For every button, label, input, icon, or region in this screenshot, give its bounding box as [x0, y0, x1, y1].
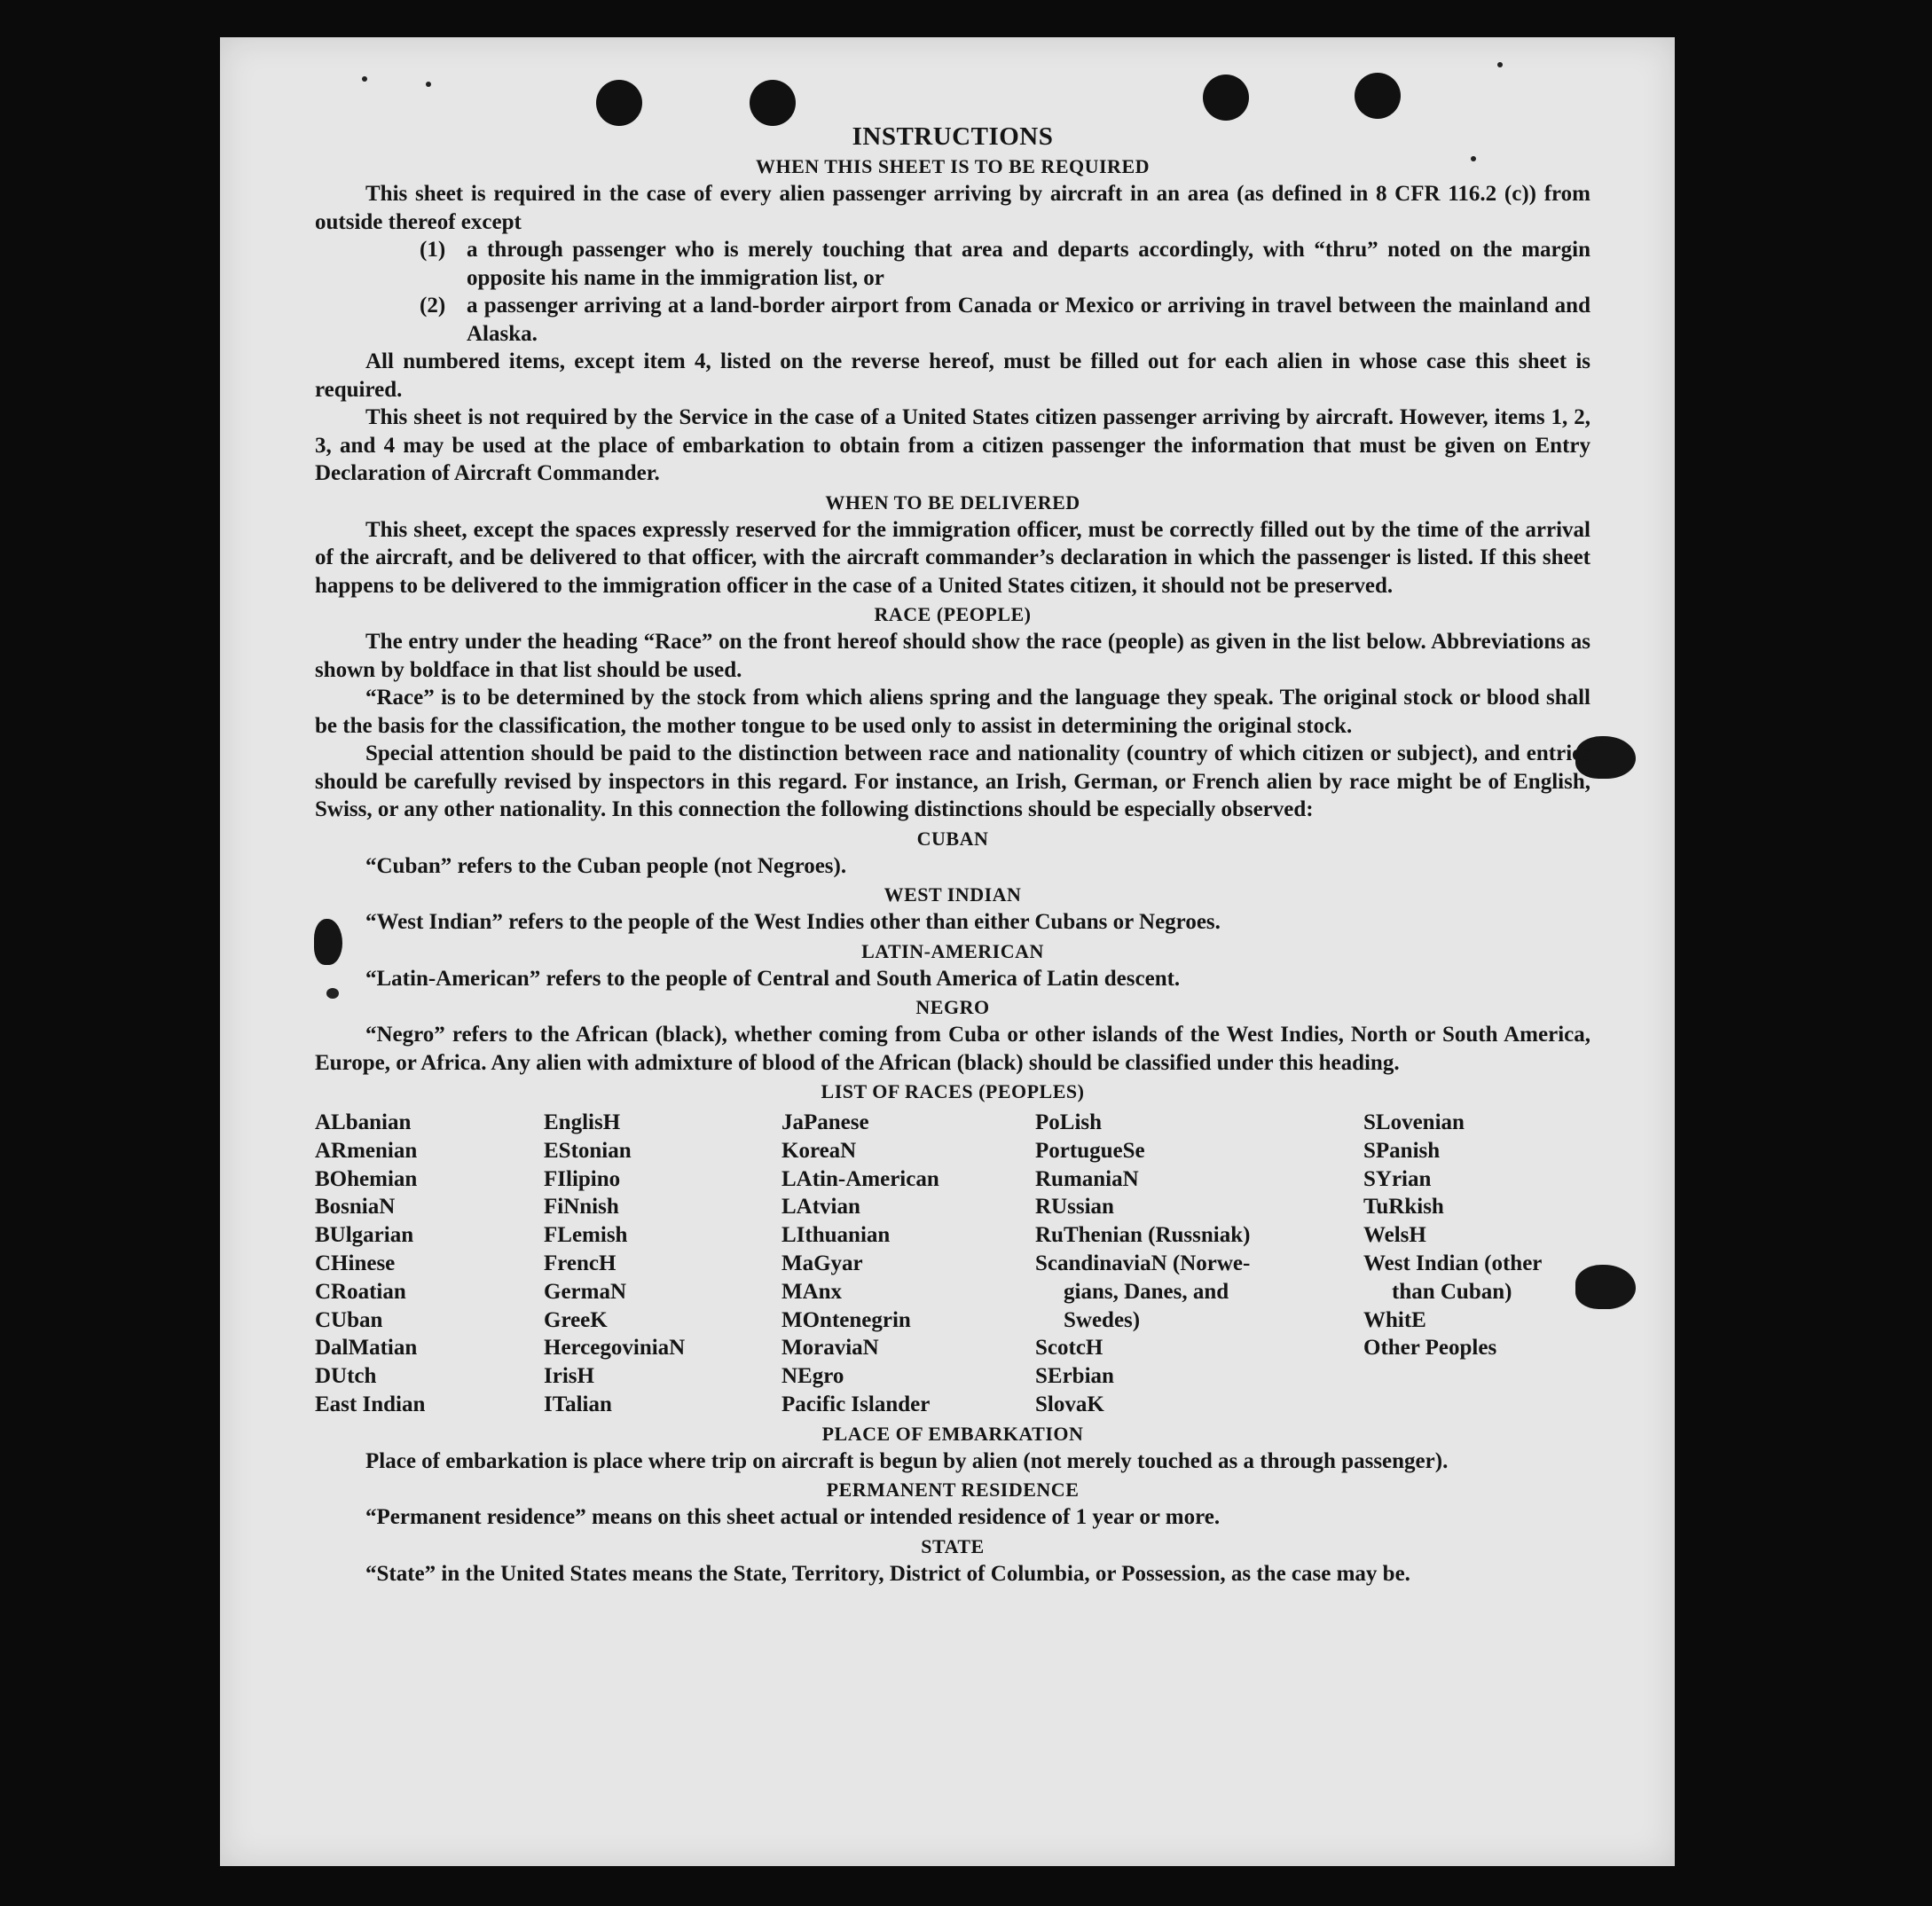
race-entry: DalMatian [315, 1336, 418, 1361]
section-heading-negro: NEGRO [915, 996, 990, 1018]
race-entry: CHinese [315, 1251, 396, 1275]
section-heading-latin-american: LATIN-AMERICAN [861, 939, 1044, 962]
race-entry: RuThenian (Russniak) [1035, 1223, 1251, 1248]
race-entry: LAtvian [781, 1195, 860, 1220]
section-heading-state: STATE [921, 1534, 985, 1557]
race-entry: IrisH [544, 1364, 594, 1389]
section-heading-permanent-residence: PERMANENT RESIDENCE [826, 1479, 1080, 1502]
race-entry: SPanish [1363, 1138, 1441, 1163]
race-entry: MoraviaN [781, 1336, 879, 1361]
paragraph: This sheet is not required by the Service in the case of a United States citizen passenger arriving by aircraft. However, items 1, 2, 3, and 4 may be used at the place of embarkation to obtain from a citizen passenger the information that must be given on Entry Declaration of Aircraft Commander. [315, 405, 1590, 485]
race-entry: FiNnish [544, 1195, 619, 1220]
race-entry: TuRkish [1363, 1195, 1444, 1220]
race-entry: ALbanian [315, 1110, 412, 1134]
race-entry: SlovaK [1035, 1392, 1104, 1416]
race-entry: JaPanese [781, 1110, 869, 1134]
race-entry: EnglisH [544, 1110, 621, 1134]
paragraph: The entry under the heading “Race” on the front hereof should show the race (people) as given in the list below. Abbreviations as shown by boldface in that list should be used. [315, 630, 1590, 682]
section-heading-race: RACE (PEOPLE) [874, 603, 1032, 625]
race-entry: RumaniaN [1035, 1166, 1139, 1191]
race-entry: GermaN [544, 1279, 627, 1304]
item-text: a passenger arriving at a land-border airport from Canada or Mexico or arriving in travel between the mainland and Alaska. [467, 294, 1590, 346]
punch-hole [1203, 75, 1249, 121]
race-entry: East Indian [315, 1392, 426, 1416]
race-entry: LAtin-American [781, 1166, 939, 1191]
races-column [1363, 1109, 1590, 1419]
race-entry: SYrian [1363, 1166, 1432, 1191]
race-entry: than Cuban) [1392, 1279, 1512, 1304]
race-entry: EStonian [544, 1138, 632, 1163]
race-entry: FrencH [544, 1251, 617, 1275]
race-entry: BOhemian [315, 1166, 418, 1191]
race-entry: MaGyar [781, 1251, 863, 1275]
page-title: INSTRUCTIONS [852, 122, 1054, 151]
paragraph: “Permanent residence” means on this sheet actual or intended residence of 1 year or more. [365, 1505, 1221, 1530]
race-entry: Other Peoples [1363, 1336, 1497, 1361]
paragraph: This sheet, except the spaces expressly reserved for the immigration officer, must be correctly filled out by the time of the arrival of the aircraft, and be delivered to that officer, with the aircraft commander’s declaration in which the passenger is listed. If this sheet happens to be delivered to the immigration officer in the case of a United States citizen, it should not be preserved. [315, 517, 1590, 598]
race-entry: ITalian [544, 1392, 612, 1416]
instructions-text [315, 122, 1590, 1588]
race-entry: ARmenian [315, 1138, 418, 1163]
ink-speck [1497, 62, 1503, 67]
item-number: (2) [420, 294, 446, 318]
race-entry: PortugueSe [1035, 1138, 1145, 1163]
paragraph: Special attention should be paid to the distinction between race and nationality (country of which citizen or subject), and entries should be carefully revised by inspectors in this regard. For instance, an Irish, German, or French alien by race might be of English, Swiss, or any other nationality. In this connection the following distinctions should be especially observed: [315, 741, 1590, 821]
races-list [315, 1109, 1590, 1419]
list-item [315, 292, 1590, 348]
race-entry: WhitE [1363, 1307, 1426, 1332]
race-entry: DUtch [315, 1364, 377, 1389]
list-item [315, 236, 1590, 292]
race-entry: KoreaN [781, 1138, 857, 1163]
race-entry: FIlipino [544, 1166, 621, 1191]
race-entry: ScotcH [1035, 1336, 1103, 1361]
section-heading-list-of-races: LIST OF RACES (PEOPLES) [821, 1080, 1085, 1102]
punch-hole [596, 80, 642, 126]
paragraph: All numbered items, except item 4, listed on the reverse hereof, must be filled out for each alien in whose case this sheet is required. [315, 349, 1590, 402]
item-number: (1) [420, 238, 446, 262]
item-text: a through passenger who is merely touching that area and departs accordingly, with “thru” noted on the margin opposite his name in the immigration list, or [467, 238, 1590, 290]
race-entry: ScandinaviaN (Norwe- [1035, 1251, 1251, 1275]
race-entry: FLemish [544, 1223, 628, 1248]
ink-speck [362, 76, 367, 82]
ink-speck [426, 82, 431, 87]
race-entry: GreeK [544, 1307, 608, 1332]
race-entry: Pacific Islander [781, 1392, 931, 1416]
race-entry: BosniaN [315, 1195, 396, 1220]
race-entry: NEgro [781, 1364, 844, 1389]
race-entry: RUssian [1035, 1195, 1114, 1220]
race-entry: LIthuanian [781, 1223, 891, 1248]
race-entry: West Indian (other [1363, 1251, 1543, 1275]
section-heading-west-indian: WEST INDIAN [884, 883, 1022, 906]
race-entry: WelsH [1363, 1223, 1426, 1248]
races-column [544, 1109, 781, 1419]
paragraph: “State” in the United States means the State, Territory, District of Columbia, or Possession, as the case may be. [365, 1561, 1410, 1586]
races-column [1035, 1109, 1363, 1419]
punch-hole [1355, 73, 1401, 119]
section-heading-cuban: CUBAN [916, 827, 989, 850]
race-entry: SErbian [1035, 1364, 1114, 1389]
race-entry: Swedes) [1064, 1307, 1141, 1332]
section-heading-embarkation: PLACE OF EMBARKATION [821, 1422, 1084, 1445]
section-heading-when-delivered: WHEN TO BE DELIVERED [825, 490, 1080, 514]
races-column [315, 1109, 544, 1419]
paragraph: “Latin-American” refers to the people of Central and South America of Latin descent. [365, 966, 1181, 991]
race-entry: CUban [315, 1307, 383, 1332]
race-entry: gians, Danes, and [1064, 1279, 1229, 1304]
races-column [781, 1109, 1035, 1419]
race-entry: SLovenian [1363, 1110, 1465, 1134]
paragraph: “Cuban” refers to the Cuban people (not Negroes). [365, 853, 847, 878]
paragraph: This sheet is required in the case of every alien passenger arriving by aircraft in an area (as defined in 8 CFR 116.2 (c)) from outside thereof except [315, 182, 1590, 234]
race-entry: MOntenegrin [781, 1307, 911, 1332]
paragraph: “Race” is to be determined by the stock from which aliens spring and the language they speak. The original stock or blood shall be the basis for the classification, the mother tongue to be used only to assist in determining the original stock. [315, 686, 1590, 738]
race-entry: MAnx [781, 1279, 843, 1304]
paragraph: Place of embarkation is place where trip on aircraft is begun by alien (not merely touched as a through passenger). [365, 1448, 1449, 1473]
paragraph: “Negro” refers to the African (black), whether coming from Cuba or other islands of the West Indies, North or South America, Europe, or Africa. Any alien with admixture of blood of the African (black) should be classified under this heading. [315, 1023, 1590, 1075]
race-entry: BUlgarian [315, 1223, 414, 1248]
punch-hole [750, 80, 796, 126]
section-heading-when-required: WHEN THIS SHEET IS TO BE REQUIRED [755, 155, 1151, 177]
race-entry: CRoatian [315, 1279, 406, 1304]
paragraph: “West Indian” refers to the people of the West Indies other than either Cubans or Negroes. [365, 910, 1221, 934]
race-entry: PoLish [1035, 1110, 1103, 1134]
race-entry: HercegoviniaN [544, 1336, 686, 1361]
